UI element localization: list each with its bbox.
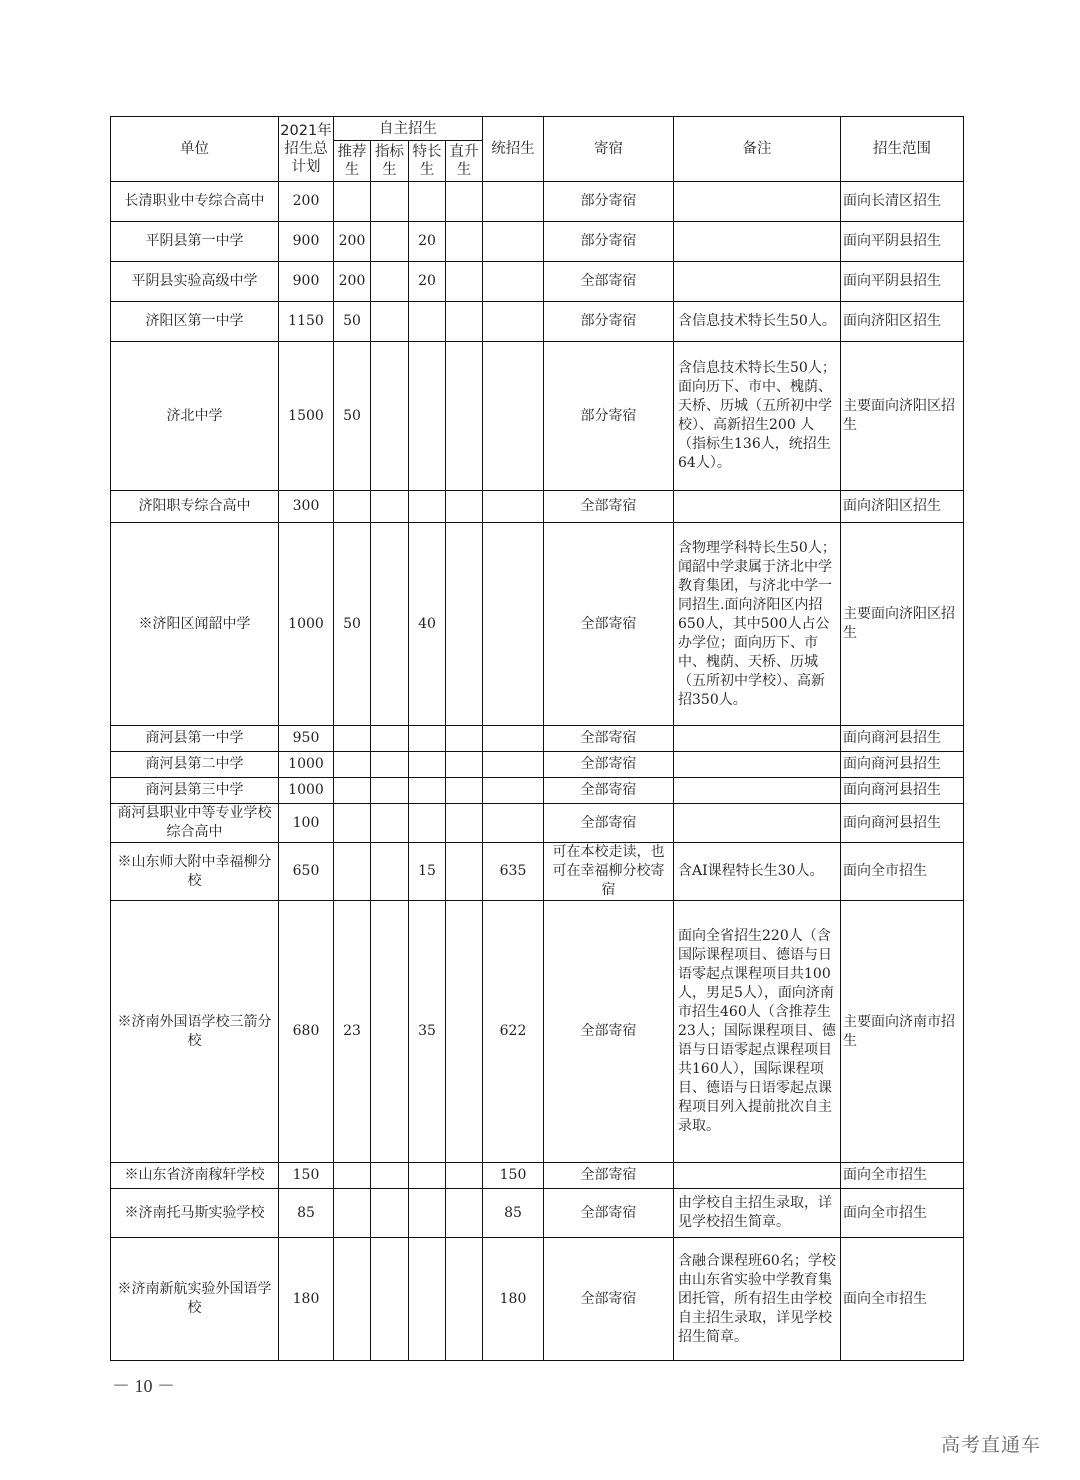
- scope-cell: 主要面向济阳区招生: [841, 523, 964, 726]
- recommend-cell: [334, 752, 371, 778]
- unit-cell: ※济阳区闻韶中学: [111, 523, 279, 726]
- quota-cell: [371, 726, 409, 752]
- table-row: [111, 804, 964, 843]
- header-unit: 单位: [111, 117, 279, 182]
- boarding-cell: 全部寄宿: [544, 523, 674, 726]
- scope-cell: 面向商河县招生: [841, 804, 964, 843]
- direct-cell: [446, 1189, 483, 1238]
- notes-cell: [674, 491, 841, 523]
- header-direct: 直升生: [446, 141, 483, 182]
- direct-cell: [446, 1238, 483, 1361]
- boarding-cell: 全部寄宿: [544, 1238, 674, 1361]
- unified-cell: 180: [483, 1238, 544, 1361]
- table-row: [111, 262, 964, 302]
- scope-cell: 面向商河县招生: [841, 752, 964, 778]
- unified-cell: [483, 342, 544, 491]
- total-plan-cell: 150: [279, 1163, 334, 1189]
- direct-cell: [446, 222, 483, 262]
- specialty-cell: [409, 752, 446, 778]
- unit-cell: ※济南新航实验外国语学校: [111, 1238, 279, 1361]
- header-recommend: 推荐生: [334, 141, 371, 182]
- scope-cell: 主要面向济阳区招生: [841, 342, 964, 491]
- boarding-cell: 部分寄宿: [544, 182, 674, 222]
- specialty-cell: [409, 1163, 446, 1189]
- unit-cell: 济北中学: [111, 342, 279, 491]
- total-plan-cell: 900: [279, 222, 334, 262]
- notes-cell: [674, 262, 841, 302]
- recommend-cell: 200: [334, 262, 371, 302]
- scope-cell: 面向平阴县招生: [841, 262, 964, 302]
- unified-cell: 150: [483, 1163, 544, 1189]
- boarding-cell: 可在本校走读，也可在幸福柳分校寄宿: [544, 843, 674, 901]
- total-plan-cell: 100: [279, 804, 334, 843]
- table-row: [111, 901, 964, 1163]
- total-plan-cell: 900: [279, 262, 334, 302]
- scope-cell: 面向长清区招生: [841, 182, 964, 222]
- recommend-cell: 50: [334, 342, 371, 491]
- boarding-cell: 全部寄宿: [544, 262, 674, 302]
- scope-cell: 面向全市招生: [841, 843, 964, 901]
- unit-cell: ※山东省济南稼轩学校: [111, 1163, 279, 1189]
- recommend-cell: [334, 843, 371, 901]
- direct-cell: [446, 342, 483, 491]
- direct-cell: [446, 302, 483, 342]
- table-row: [111, 1163, 964, 1189]
- unit-cell: ※山东师大附中幸福柳分校: [111, 843, 279, 901]
- direct-cell: [446, 901, 483, 1163]
- unit-cell: 商河县第三中学: [111, 778, 279, 804]
- unified-cell: 85: [483, 1189, 544, 1238]
- scope-cell: 主要面向济南市招生: [841, 901, 964, 1163]
- table-body: [111, 182, 964, 1361]
- boarding-cell: 部分寄宿: [544, 302, 674, 342]
- unified-cell: [483, 222, 544, 262]
- direct-cell: [446, 778, 483, 804]
- total-plan-cell: 180: [279, 1238, 334, 1361]
- unified-cell: [483, 523, 544, 726]
- unified-cell: [483, 491, 544, 523]
- specialty-cell: [409, 182, 446, 222]
- header-specialty: 特长生: [409, 141, 446, 182]
- total-plan-cell: 1000: [279, 752, 334, 778]
- specialty-cell: [409, 342, 446, 491]
- specialty-cell: 35: [409, 901, 446, 1163]
- table-header: [111, 117, 964, 182]
- recommend-cell: [334, 182, 371, 222]
- total-plan-cell: 1000: [279, 523, 334, 726]
- unified-cell: [483, 262, 544, 302]
- table-row: [111, 222, 964, 262]
- boarding-cell: 部分寄宿: [544, 342, 674, 491]
- quota-cell: [371, 843, 409, 901]
- notes-cell: [674, 752, 841, 778]
- quota-cell: [371, 262, 409, 302]
- page-number: － 10 －: [112, 1376, 175, 1396]
- notes-cell: 含物理学科特长生50人；闻韶中学隶属于济北中学教育集团，与济北中学一同招生.面向济阳区内招650人，其中500人占公办学位；面向历下、市中、槐荫、天桥、历城（五所初中学校）、高新招350人。: [674, 523, 841, 726]
- unified-cell: [483, 182, 544, 222]
- boarding-cell: 全部寄宿: [544, 726, 674, 752]
- notes-cell: [674, 778, 841, 804]
- direct-cell: [446, 182, 483, 222]
- quota-cell: [371, 523, 409, 726]
- specialty-cell: [409, 302, 446, 342]
- specialty-cell: [409, 726, 446, 752]
- quota-cell: [371, 491, 409, 523]
- notes-cell: [674, 1163, 841, 1189]
- notes-cell: [674, 804, 841, 843]
- boarding-cell: 全部寄宿: [544, 491, 674, 523]
- scope-cell: 面向全市招生: [841, 1163, 964, 1189]
- scope-cell: 面向济阳区招生: [841, 491, 964, 523]
- recommend-cell: [334, 491, 371, 523]
- scope-cell: 面向全市招生: [841, 1238, 964, 1361]
- header-quota: 指标生: [371, 141, 409, 182]
- total-plan-cell: 85: [279, 1189, 334, 1238]
- scope-cell: 面向平阴县招生: [841, 222, 964, 262]
- quota-cell: [371, 752, 409, 778]
- table-row: [111, 182, 964, 222]
- specialty-cell: [409, 778, 446, 804]
- recommend-cell: 50: [334, 302, 371, 342]
- boarding-cell: 全部寄宿: [544, 1163, 674, 1189]
- notes-cell: [674, 726, 841, 752]
- quota-cell: [371, 778, 409, 804]
- unified-cell: [483, 752, 544, 778]
- unit-cell: 商河县职业中等专业学校综合高中: [111, 804, 279, 843]
- notes-cell: 含信息技术特长生50人。: [674, 302, 841, 342]
- quota-cell: [371, 901, 409, 1163]
- table-row: [111, 1238, 964, 1361]
- unit-cell: ※济南托马斯实验学校: [111, 1189, 279, 1238]
- table-row: [111, 302, 964, 342]
- boarding-cell: 全部寄宿: [544, 778, 674, 804]
- notes-cell: 由学校自主招生录取，详见学校招生简章。: [674, 1189, 841, 1238]
- unified-cell: 635: [483, 843, 544, 901]
- recommend-cell: 50: [334, 523, 371, 726]
- table-row: [111, 843, 964, 901]
- recommend-cell: 23: [334, 901, 371, 1163]
- unit-cell: 平阴县第一中学: [111, 222, 279, 262]
- notes-cell: [674, 182, 841, 222]
- recommend-cell: 200: [334, 222, 371, 262]
- unified-cell: [483, 302, 544, 342]
- total-plan-cell: 1500: [279, 342, 334, 491]
- header-self-enroll: 自主招生: [334, 117, 483, 141]
- specialty-cell: [409, 491, 446, 523]
- specialty-cell: 40: [409, 523, 446, 726]
- total-plan-cell: 200: [279, 182, 334, 222]
- quota-cell: [371, 1238, 409, 1361]
- direct-cell: [446, 726, 483, 752]
- table-row: [111, 523, 964, 726]
- header-scope: 招生范围: [841, 117, 964, 182]
- table-row: [111, 1189, 964, 1238]
- notes-cell: 含融合课程班60名；学校由山东省实验中学教育集团托管，所有招生由学校自主招生录取，详见学校招生简章。: [674, 1238, 841, 1361]
- table-row: [111, 342, 964, 491]
- unified-cell: [483, 726, 544, 752]
- specialty-cell: [409, 1238, 446, 1361]
- scope-cell: 面向商河县招生: [841, 778, 964, 804]
- notes-cell: 含AI课程特长生30人。: [674, 843, 841, 901]
- recommend-cell: [334, 1189, 371, 1238]
- header-total-plan: 2021年招生总计划: [279, 117, 334, 182]
- unit-cell: 济阳区第一中学: [111, 302, 279, 342]
- unit-cell: ※济南外国语学校三箭分校: [111, 901, 279, 1163]
- direct-cell: [446, 1163, 483, 1189]
- boarding-cell: 全部寄宿: [544, 901, 674, 1163]
- quota-cell: [371, 302, 409, 342]
- table-row: [111, 752, 964, 778]
- scope-cell: 面向全市招生: [841, 1189, 964, 1238]
- specialty-cell: 20: [409, 262, 446, 302]
- recommend-cell: [334, 1238, 371, 1361]
- boarding-cell: 全部寄宿: [544, 804, 674, 843]
- specialty-cell: 20: [409, 222, 446, 262]
- direct-cell: [446, 523, 483, 726]
- notes-cell: [674, 222, 841, 262]
- recommend-cell: [334, 778, 371, 804]
- total-plan-cell: 650: [279, 843, 334, 901]
- total-plan-cell: 300: [279, 491, 334, 523]
- header-notes: 备注: [674, 117, 841, 182]
- total-plan-cell: 950: [279, 726, 334, 752]
- specialty-cell: [409, 1189, 446, 1238]
- header-unified: 统招生: [483, 117, 544, 182]
- watermark: 高考直通车: [941, 1434, 1042, 1456]
- table-row: [111, 491, 964, 523]
- direct-cell: [446, 752, 483, 778]
- boarding-cell: 全部寄宿: [544, 1189, 674, 1238]
- direct-cell: [446, 491, 483, 523]
- quota-cell: [371, 342, 409, 491]
- unit-cell: 长清职业中专综合高中: [111, 182, 279, 222]
- unit-cell: 济阳职专综合高中: [111, 491, 279, 523]
- scope-cell: 面向商河县招生: [841, 726, 964, 752]
- total-plan-cell: 1150: [279, 302, 334, 342]
- table-row: [111, 726, 964, 752]
- enrollment-plan-table: [110, 116, 964, 1361]
- specialty-cell: [409, 804, 446, 843]
- boarding-cell: 全部寄宿: [544, 752, 674, 778]
- unified-cell: [483, 804, 544, 843]
- specialty-cell: 15: [409, 843, 446, 901]
- notes-cell: 面向全省招生220人（含国际课程项目、德语与日语零起点课程项目共100人，男足5人），面向济南市招生460人（含推荐生23人；国际课程项目、德语与日语零起点课程项目共160人），国际课程项目、德语与日语零起点课程项目列入提前批次自主录取。: [674, 901, 841, 1163]
- direct-cell: [446, 804, 483, 843]
- table-row: [111, 778, 964, 804]
- unit-cell: 平阴县实验高级中学: [111, 262, 279, 302]
- unit-cell: 商河县第一中学: [111, 726, 279, 752]
- quota-cell: [371, 182, 409, 222]
- recommend-cell: [334, 804, 371, 843]
- direct-cell: [446, 843, 483, 901]
- total-plan-cell: 680: [279, 901, 334, 1163]
- notes-cell: 含信息技术特长生50人；面向历下、市中、槐荫、天桥、历城（五所初中学校）、高新招生200 人（指标生136人，统招生64人）。: [674, 342, 841, 491]
- recommend-cell: [334, 726, 371, 752]
- quota-cell: [371, 1189, 409, 1238]
- boarding-cell: 部分寄宿: [544, 222, 674, 262]
- direct-cell: [446, 262, 483, 302]
- quota-cell: [371, 804, 409, 843]
- unified-cell: [483, 778, 544, 804]
- quota-cell: [371, 1163, 409, 1189]
- header-boarding: 寄宿: [544, 117, 674, 182]
- recommend-cell: [334, 1163, 371, 1189]
- unit-cell: 商河县第二中学: [111, 752, 279, 778]
- unified-cell: 622: [483, 901, 544, 1163]
- total-plan-cell: 1000: [279, 778, 334, 804]
- scope-cell: 面向济阳区招生: [841, 302, 964, 342]
- quota-cell: [371, 222, 409, 262]
